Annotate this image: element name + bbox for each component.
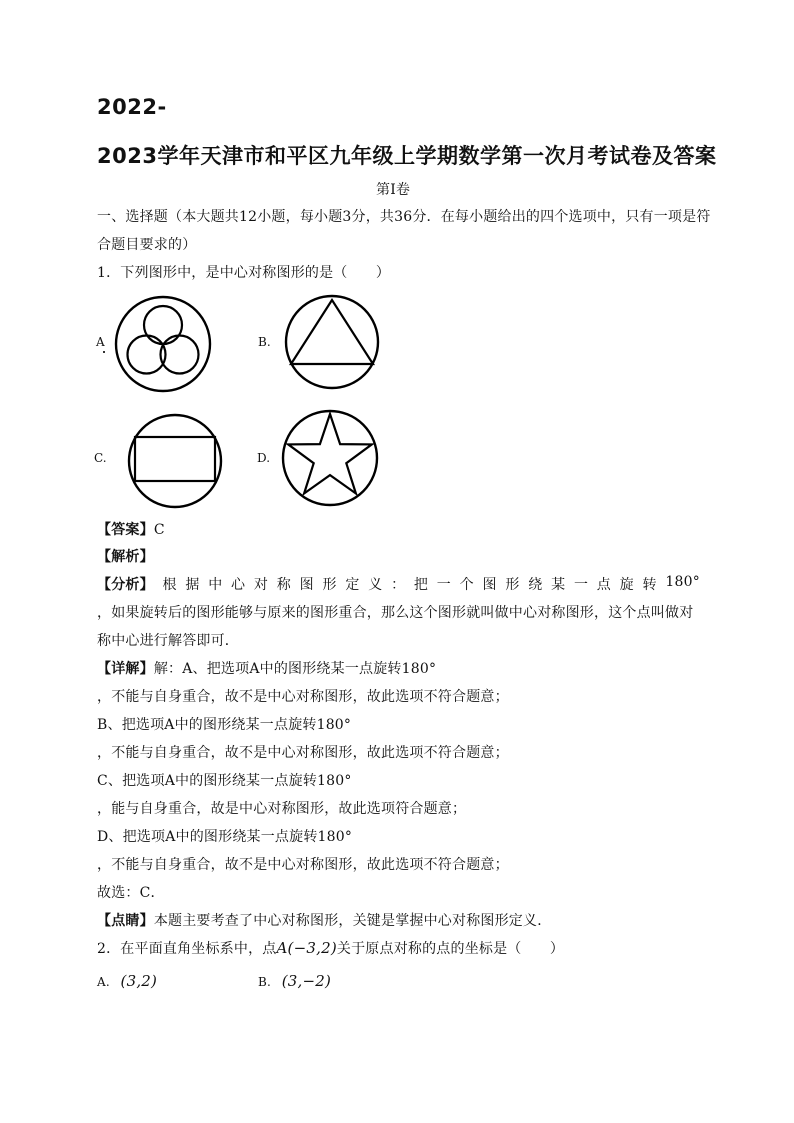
section-line-1: 一、选择题（本大题共12小题，每小题3分，共36分．在每小题给出的四个选项中，只有一项是符 (97, 209, 711, 225)
analysis-char: 点 (596, 577, 611, 593)
detail-line-3: B、把选项A中的图形绕某一点旋转180° (97, 717, 352, 733)
analysis-char: 形 (322, 577, 337, 593)
q2-option-b (258, 972, 331, 990)
q1-option-b-label: B. (258, 335, 271, 349)
q1-figure-b (282, 294, 382, 390)
detail-line-5: C、把选项A中的图形绕某一点旋转180° (97, 773, 352, 789)
title-line-2: 2023学年天津市和平区九年级上学期数学第一次月考试卷及答案 (97, 144, 717, 168)
detail-line-4: ，不能与自身重合，故不是中心对称图形，故此选项不符合题意； (97, 745, 509, 761)
q2-stem (97, 938, 564, 958)
q2-option-a (97, 972, 157, 990)
analysis-char: 旋 (619, 577, 634, 593)
analysis-line-3: 称中心进行解答即可． (97, 633, 239, 649)
analysis-char: 形 (505, 577, 520, 593)
analysis-char: 个 (459, 577, 474, 593)
analysis-char: 图 (482, 577, 497, 593)
q2-option-a-label: A. (97, 975, 110, 989)
analysis-head: 【分析】 (97, 577, 154, 593)
analysis-char: 义 (368, 577, 383, 593)
detail-line-6: ，能与自身重合，故是中心对称图形，故此选项符合题意； (97, 801, 467, 817)
section-line-2: 合题目要求的） (97, 237, 197, 253)
q1-option-c-label: C. (94, 451, 107, 465)
detail-line-9: 故选：C． (97, 885, 165, 901)
analysis-char: 一 (436, 577, 451, 593)
analysis-char: 某 (551, 577, 566, 593)
q2-point: A(−3,2) (276, 939, 337, 957)
detail-line-1 (97, 658, 436, 678)
q1-figure-a (113, 294, 213, 394)
detail-line-2: ，不能与自身重合，故不是中心对称图形，故此选项不符合题意； (97, 689, 509, 705)
analysis-char: 称 (276, 577, 291, 593)
analysis-char: 把 (413, 577, 429, 593)
detail-label: 【详解】 (97, 661, 154, 677)
q1-figure-c (127, 413, 223, 509)
analysis-line-2: ，如果旋转后的图形能够与原来的图形重合，那么这个图形就叫做中心对称图形，这个点叫做对 (97, 605, 694, 621)
part-label: 第Ⅰ卷 (376, 182, 411, 198)
detail-line-7: D、把选项A中的图形绕某一点旋转180° (97, 829, 353, 845)
q2-option-b-value: (3,−2) (281, 972, 332, 990)
analysis-char: 心 (231, 577, 246, 593)
analysis-char: 对 (253, 577, 269, 593)
analysis-label: 【解析】 (97, 549, 154, 565)
analysis-char: 定 (345, 577, 360, 593)
analysis-char: 据 (185, 577, 200, 593)
comment-text: 本题主要考查了中心对称图形，关键是掌握中心对称图形定义． (153, 913, 552, 929)
q2-stem-after: 关于原点对称的点的坐标是（ ） (336, 941, 565, 957)
analysis-char: 一 (573, 577, 589, 593)
analysis-char: 绕 (528, 577, 543, 593)
q2-option-b-label: B. (258, 975, 272, 989)
analysis-char: 图 (299, 577, 314, 593)
title-line-1: 2022- (97, 95, 167, 119)
analysis-char: 转 (642, 577, 657, 593)
q1-figure-d (280, 408, 380, 508)
analysis-char: 中 (208, 577, 223, 593)
q1-stem: 1．下列图形中，是中心对称图形的是（ ） (97, 265, 391, 281)
detail-text: 解：A、把选项A中的图形绕某一点旋转180° (153, 661, 437, 677)
analysis-char: ： (391, 577, 406, 593)
comment-line (97, 910, 551, 930)
stray-dot (103, 351, 105, 353)
analysis-char: 180° (665, 574, 700, 590)
detail-line-8: ，不能与自身重合，故不是中心对称图形，故此选项不符合题意； (97, 857, 509, 873)
analysis-char: 根 (162, 577, 177, 593)
q1-option-d-label: D. (257, 451, 271, 465)
answer-value: C (153, 522, 165, 538)
comment-label: 【点睛】 (97, 913, 154, 929)
q2-stem-before: 2．在平面直角坐标系中，点 (97, 941, 277, 957)
analysis-line-1 (97, 574, 700, 594)
q1-answer (97, 519, 165, 539)
answer-label: 【答案】 (97, 522, 154, 538)
q1-option-a-label: A (96, 335, 105, 349)
q2-option-a-value: (3,2) (120, 972, 158, 990)
